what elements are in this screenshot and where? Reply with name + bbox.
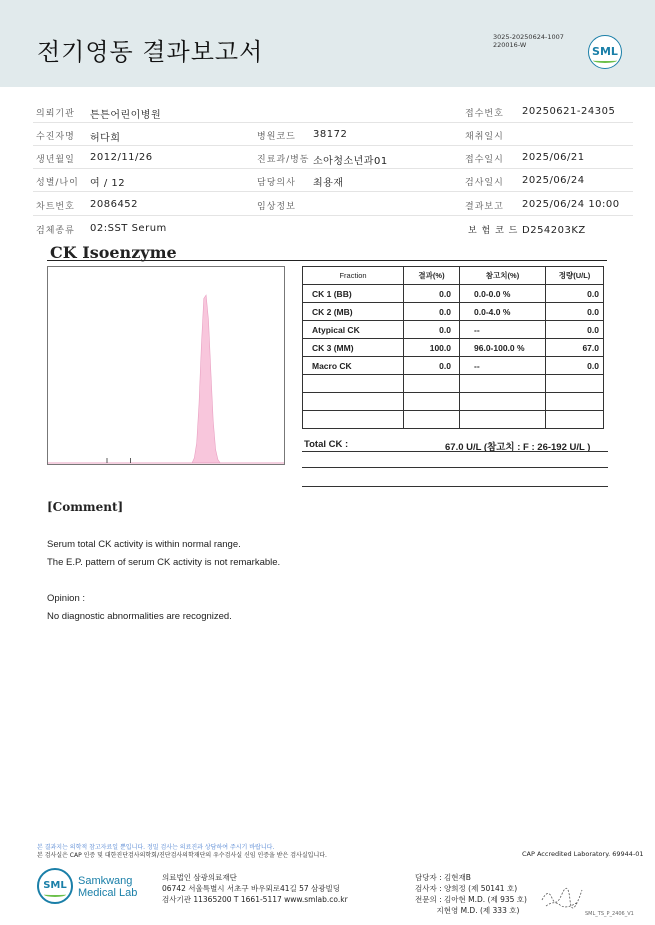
total-line-1: [302, 451, 608, 452]
result-cell: 0.0: [404, 285, 460, 303]
table-row: [303, 393, 604, 411]
staff-line-1: 담당자 : 김현재B: [415, 873, 471, 882]
opinion-text: No diagnostic abnormalities are recognized.: [47, 611, 232, 622]
result-cell: [404, 393, 460, 411]
comment-line-2: The E.P. pattern of serum CK activity is not remarkable.: [47, 557, 281, 568]
quantity-cell: [546, 411, 604, 429]
fraction-cell: CK 3 (MM): [303, 339, 404, 357]
collection-date-label: 채취일시: [465, 132, 504, 142]
test-date-value: 2025/06/24: [522, 175, 585, 186]
total-line-2: [302, 467, 608, 468]
footer-logo-text: SML: [43, 880, 67, 891]
brand-name: [78, 875, 137, 899]
department-value: 소아청소년과01: [313, 156, 388, 167]
fraction-cell: [303, 393, 404, 411]
report-title: 전기영동 결과보고서: [37, 38, 264, 66]
institution-value: 튼튼어린이병원: [90, 110, 162, 121]
total-ck: [304, 439, 606, 453]
logo-swoosh-icon: [593, 58, 617, 63]
fraction-cell: Atypical CK: [303, 321, 404, 339]
clinical-info-label: 임상정보: [257, 202, 296, 212]
col-quantity: 정량(U/L): [546, 267, 604, 285]
quantity-cell: 0.0: [546, 285, 604, 303]
form-code: SML_TS_P_2406_V1: [585, 911, 634, 917]
reference-cell: [460, 411, 546, 429]
table-row: [303, 285, 604, 303]
result-cell: 0.0: [404, 357, 460, 375]
quantity-cell: [546, 393, 604, 411]
receipt-no-label: 접수번호: [465, 109, 504, 119]
report-date-value: 2025/06/24 10:00: [522, 199, 620, 210]
fraction-cell: [303, 375, 404, 393]
ck-result-table: [302, 266, 604, 429]
chart-no-value: 2086452: [90, 199, 139, 210]
address-line-1: 의료법인 삼광의료재단: [162, 873, 237, 882]
info-row-chart: [33, 193, 633, 216]
reference-cell: --: [460, 357, 546, 375]
reference-cell: 0.0-4.0 %: [460, 303, 546, 321]
result-cell: 0.0: [404, 321, 460, 339]
quantity-cell: 67.0: [546, 339, 604, 357]
test-date-label: 검사일시: [465, 178, 504, 188]
section-title: CK Isoenzyme: [50, 243, 177, 262]
report-number: 3025-20250624-1007: [493, 33, 564, 41]
brand-line-2: Medical Lab: [78, 887, 138, 899]
quantity-cell: 0.0: [546, 303, 604, 321]
fraction-cell: CK 1 (BB): [303, 285, 404, 303]
department-label: 진료과/병동: [257, 155, 310, 165]
total-ck-label: Total CK :: [304, 439, 349, 450]
comment-heading: [Comment]: [47, 500, 124, 514]
quantity-cell: 0.0: [546, 321, 604, 339]
info-row-specimen: [33, 217, 633, 240]
reference-cell: [460, 375, 546, 393]
address-line-3: 검사기관 11365200 T 1661-5117 www.smlab.co.kr: [162, 895, 348, 904]
sml-logo: [588, 35, 622, 69]
sex-age-value: 여 / 12: [90, 178, 126, 189]
table-row: [303, 321, 604, 339]
quantity-cell: [546, 375, 604, 393]
sex-age-label: 성별/나이: [36, 178, 79, 188]
birth-date-label: 생년월일: [36, 155, 75, 165]
specimen-label: 검체종류: [36, 226, 75, 236]
table-header-row: [303, 267, 604, 285]
total-line-3: [302, 486, 608, 487]
table-row: [303, 411, 604, 429]
report-id: [493, 33, 564, 49]
insurance-code-label: 보 험 코 드: [468, 226, 519, 236]
staff-line-3: 전문의 : 김아현 M.D. (제 935 호): [415, 895, 527, 904]
chart-no-label: 차트번호: [36, 202, 75, 212]
footer-notice: 본 검사실은 CAP 인증 및 대한진단검사의학회/진단검사의학재단의 우수검사실 신임 인증을 받은 검사실입니다.: [37, 852, 327, 859]
cap-accreditation: CAP Accredited Laboratory. 69944-01: [522, 850, 644, 858]
hospital-code-label: 병원코드: [257, 132, 296, 142]
footer-notice-blue: 본 결과지는 의학적 참고자료일 뿐입니다. 정밀 검사는 의료진과 상담하여 주시기 바랍니다.: [37, 844, 275, 851]
institution-label: 의뢰기관: [36, 109, 75, 119]
staff-line-2: 검사자 : 양희정 (제 50141 호): [415, 884, 518, 893]
info-row-sex: [33, 169, 633, 192]
electrophoresis-chart: [48, 267, 284, 464]
sml-logo-text: SML: [592, 45, 618, 58]
col-result: 결과(%): [404, 267, 460, 285]
info-row-birth: [33, 146, 633, 169]
specimen-value: 02:SST Serum: [90, 223, 167, 234]
result-cell: [404, 375, 460, 393]
birth-date-value: 2012/11/26: [90, 152, 153, 163]
result-cell: 0.0: [404, 303, 460, 321]
report-header: [0, 0, 655, 87]
receipt-date-label: 접수일시: [465, 155, 504, 165]
section-divider: [47, 260, 607, 261]
receipt-date-value: 2025/06/21: [522, 152, 585, 163]
electrophoresis-graph: [47, 266, 285, 465]
table-row: [303, 303, 604, 321]
hospital-code-value: 38172: [313, 129, 348, 140]
fraction-cell: [303, 411, 404, 429]
total-ck-value: 67.0 U/L (참고치 : F : 26-192 U/L ): [445, 442, 591, 453]
patient-name-value: 허다희: [90, 133, 121, 144]
report-subcode: 220016-W: [493, 41, 527, 49]
fraction-cell: CK 2 (MB): [303, 303, 404, 321]
footer-swoosh-icon: [44, 892, 66, 897]
col-reference: 참고치(%): [460, 267, 546, 285]
result-cell: [404, 411, 460, 429]
patient-name-label: 수진자명: [36, 132, 75, 142]
address-line-2: 06742 서울특별시 서초구 바우뫼로41길 57 삼광빌딩: [162, 884, 341, 893]
table-row: [303, 375, 604, 393]
col-fraction: Fraction: [303, 267, 404, 285]
brand-line-1: Samkwang: [78, 875, 133, 887]
opinion-label: Opinion :: [47, 593, 86, 604]
quantity-cell: 0.0: [546, 357, 604, 375]
info-row-institution: [33, 100, 633, 123]
info-row-patient: [33, 123, 633, 146]
insurance-code-value: D254203KZ: [522, 225, 586, 236]
comment-line-1: Serum total CK activity is within normal range.: [47, 539, 241, 550]
result-cell: 100.0: [404, 339, 460, 357]
report-date-label: 결과보고: [465, 202, 504, 212]
reference-cell: [460, 393, 546, 411]
doctor-label: 담당의사: [257, 178, 296, 188]
ck-curve-area: [48, 295, 284, 463]
footer-sml-logo: [37, 868, 73, 904]
receipt-no-value: 20250621-24305: [522, 106, 616, 117]
reference-cell: 0.0-0.0 %: [460, 285, 546, 303]
doctor-value: 최용재: [313, 178, 344, 189]
lab-address: [162, 872, 348, 905]
fraction-cell: Macro CK: [303, 357, 404, 375]
reference-cell: --: [460, 321, 546, 339]
table-row: [303, 357, 604, 375]
signature-icon: [540, 880, 585, 910]
table-row: [303, 339, 604, 357]
reference-cell: 96.0-100.0 %: [460, 339, 546, 357]
staff-line-4: 지현영 M.D. (제 333 호): [415, 906, 520, 915]
staff-list: [415, 872, 527, 916]
